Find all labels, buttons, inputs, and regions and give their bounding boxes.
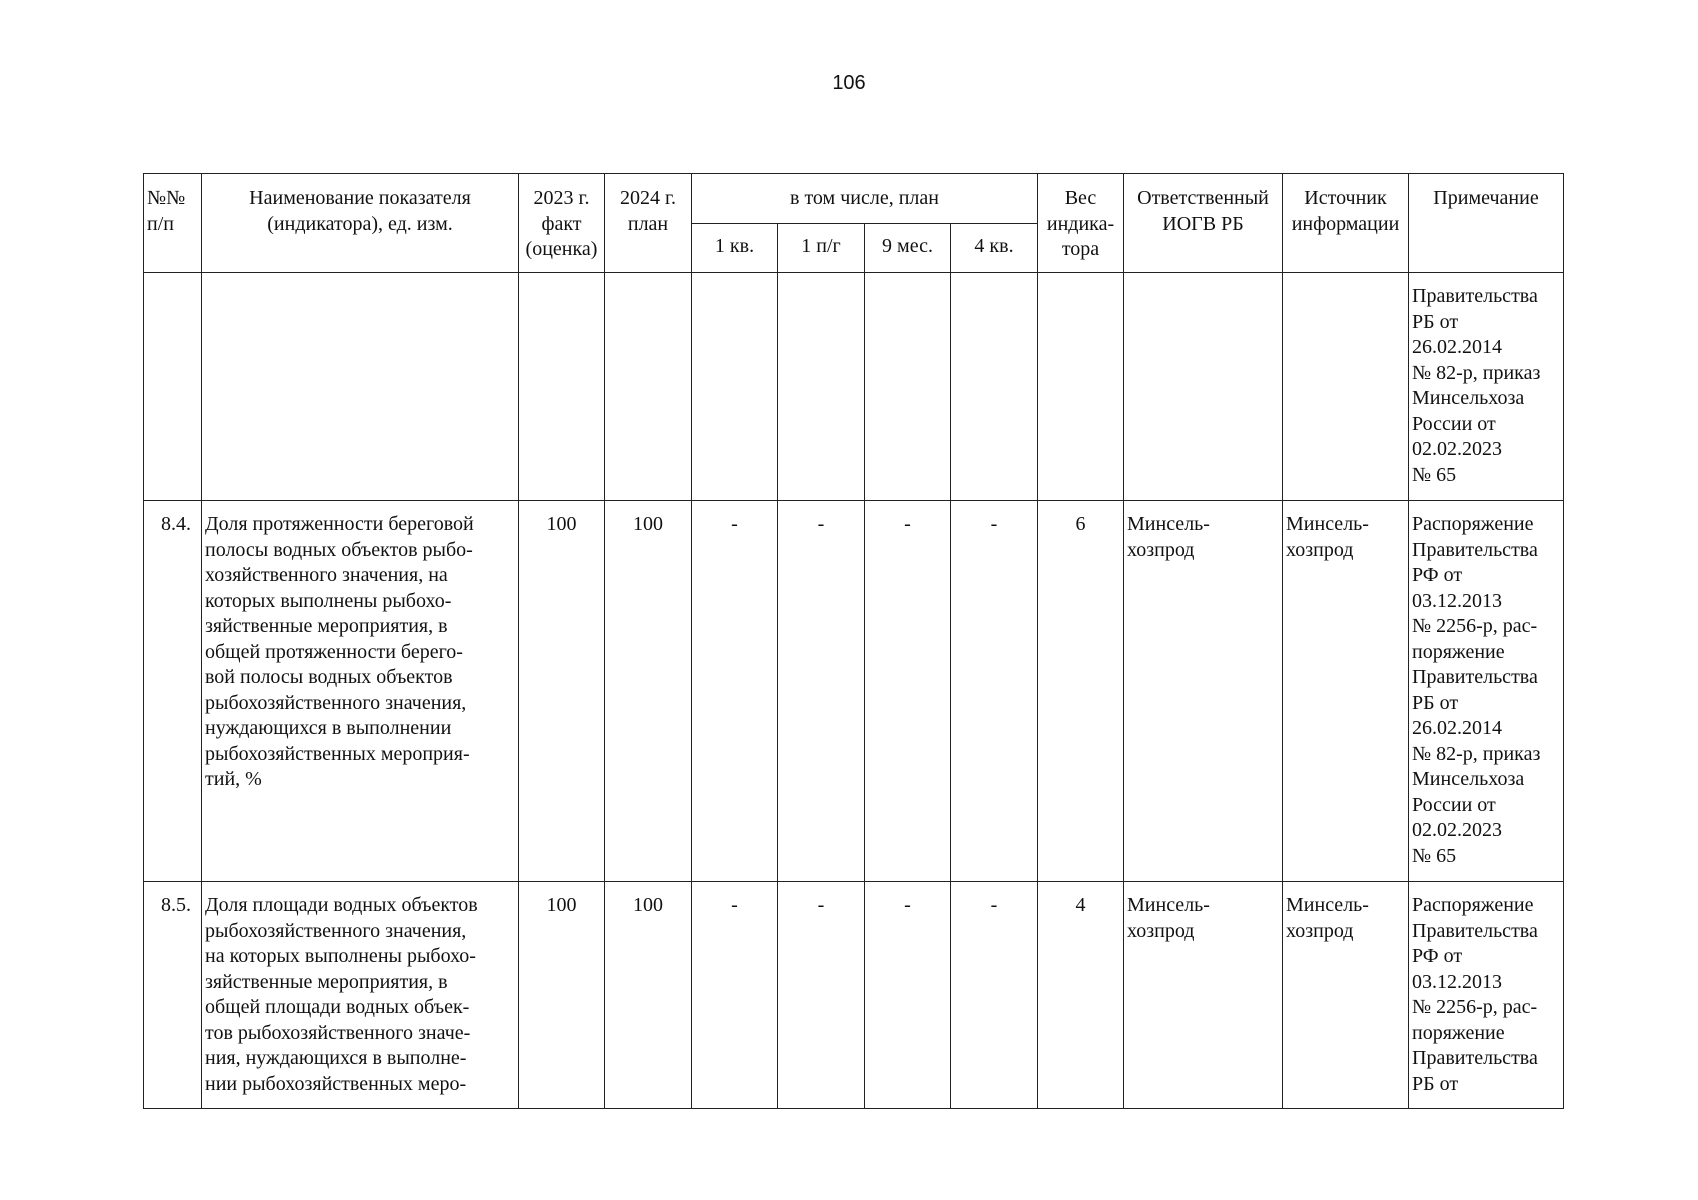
cell-name: Доля протяженности береговой полосы водных объектов рыбо- хозяйственного значения, на которых выполнены рыбохо- зяйственные мероприятия, в общей протяженности берего- вой полосы водных объектов рыбохозяйственного значения, нуждающихся в выполнении рыбохозяйственных мероприя- тий, %	[202, 501, 519, 882]
header-9-months: 9 мес.	[865, 224, 951, 273]
cell-plan-2024: 100	[605, 501, 692, 882]
cell-note: Правительства РБ от 26.02.2014 № 82-р, приказ Минсельхоза России от 02.02.2023 № 65	[1409, 273, 1564, 501]
header-q4: 4 кв.	[951, 224, 1038, 273]
cell-num: 8.4.	[144, 501, 202, 882]
cell-weight: 4	[1038, 882, 1124, 1109]
cell-q1	[692, 273, 778, 501]
header-h1: 1 п/г	[778, 224, 865, 273]
cell-plan-2024	[605, 273, 692, 501]
cell-name	[202, 273, 519, 501]
cell-source	[1283, 273, 1409, 501]
table-row	[144, 882, 1564, 1109]
cell-9-months	[865, 273, 951, 501]
cell-weight	[1038, 273, 1124, 501]
cell-responsible: Минсель- хозпрод	[1124, 501, 1283, 882]
table-row	[144, 501, 1564, 882]
cell-h1: -	[778, 501, 865, 882]
table-row	[144, 273, 1564, 501]
header-weight: Вес индика- тора	[1038, 174, 1124, 273]
cell-note: Распоряжение Правительства РФ от 03.12.2013 № 2256-р, рас- поряжение Правительства РБ от 26.02.2014 № 82-р, приказ Минсельхоза России от 02.02.2023 № 65	[1409, 501, 1564, 882]
header-source: Источник информации	[1283, 174, 1409, 273]
cell-9-months: -	[865, 501, 951, 882]
header-plan-2024: 2024 г. план	[605, 174, 692, 273]
cell-num: 8.5.	[144, 882, 202, 1109]
cell-responsible: Минсель- хозпрод	[1124, 882, 1283, 1109]
cell-weight: 6	[1038, 501, 1124, 882]
header-num: №№ п/п	[144, 174, 202, 273]
indicators-table	[143, 173, 1564, 1109]
header-q1: 1 кв.	[692, 224, 778, 273]
cell-h1	[778, 273, 865, 501]
header-fact-2023: 2023 г. факт (оценка)	[519, 174, 605, 273]
cell-note: Распоряжение Правительства РФ от 03.12.2013 № 2256-р, рас- поряжение Правительства РБ от	[1409, 882, 1564, 1109]
cell-q1: -	[692, 501, 778, 882]
cell-responsible	[1124, 273, 1283, 501]
header-name: Наименование показателя (индикатора), ед. изм.	[202, 174, 519, 273]
cell-q4	[951, 273, 1038, 501]
header-responsible: Ответственный ИОГВ РБ	[1124, 174, 1283, 273]
cell-fact-2023	[519, 273, 605, 501]
header-note: Примечание	[1409, 174, 1564, 273]
cell-plan-2024: 100	[605, 882, 692, 1109]
cell-q1: -	[692, 882, 778, 1109]
cell-name: Доля площади водных объектов рыбохозяйственного значения, на которых выполнены рыбохо- зяйственные мероприятия, в общей площади водных объек- тов рыбохозяйственного значе- ния, нуждающихся в выполне- нии рыбохозяйственных меро-	[202, 882, 519, 1109]
cell-source: Минсель- хозпрод	[1283, 501, 1409, 882]
cell-source: Минсель- хозпрод	[1283, 882, 1409, 1109]
cell-h1: -	[778, 882, 865, 1109]
cell-num	[144, 273, 202, 501]
cell-fact-2023: 100	[519, 501, 605, 882]
cell-9-months: -	[865, 882, 951, 1109]
cell-q4: -	[951, 882, 1038, 1109]
page-number: 106	[832, 72, 866, 94]
cell-q4: -	[951, 501, 1038, 882]
header-including-plan: в том числе, план	[692, 174, 1038, 224]
cell-fact-2023: 100	[519, 882, 605, 1109]
